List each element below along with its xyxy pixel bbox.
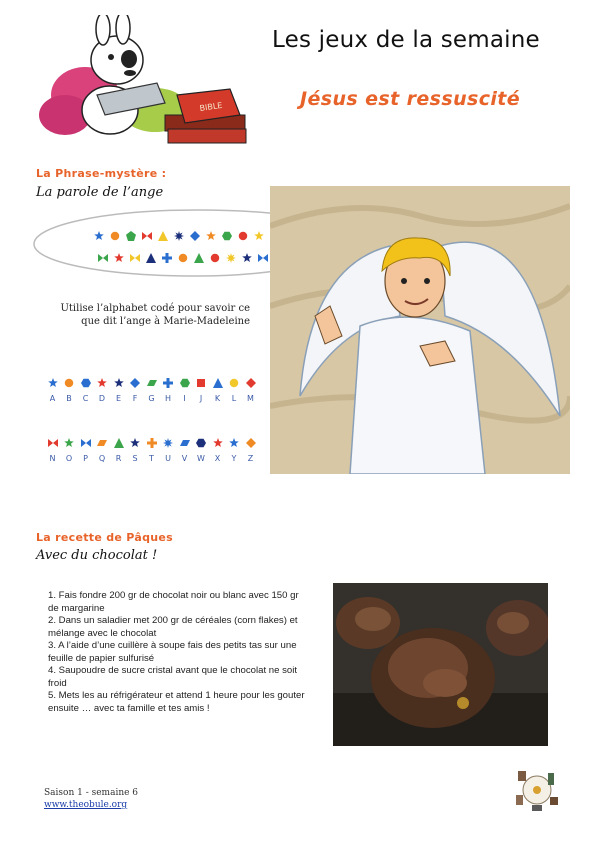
alphabet-cell-z (242, 438, 259, 463)
alphabet-letter: O (65, 454, 73, 463)
alphabet-cell-e (110, 378, 127, 403)
circle-icon (238, 226, 248, 245)
star-icon (44, 378, 61, 388)
dog-reading-bible-illustration (25, 15, 255, 155)
alphabet-cell-d (94, 378, 111, 403)
theobule-logo (512, 765, 562, 815)
alphabet-cell-y (226, 438, 243, 463)
alphabet-letter: W (197, 454, 205, 463)
bowtie-icon (142, 226, 152, 245)
alphabet-letter: B (66, 394, 72, 403)
recipe-steps (48, 590, 308, 715)
cross-icon (160, 378, 177, 388)
circle-icon (61, 378, 78, 388)
puzzle-section-label: La Phrase-mystère : (36, 167, 167, 180)
bowtie-icon (44, 438, 61, 448)
triangle-icon (209, 378, 226, 388)
recipe-step: 3. A l’aide d’une cuillère à soupe fais des petits tas sur une feuille de papier sulfurisé (48, 640, 297, 664)
star-icon (114, 248, 124, 267)
triangle-icon (194, 248, 204, 267)
alphabet-cell-v (176, 438, 193, 463)
alphabet-letter: N (49, 454, 56, 463)
alphabet-letter: Y (231, 454, 237, 463)
hexagon-icon (77, 378, 94, 388)
alphabet-cell-i (176, 378, 193, 403)
circle-icon (210, 248, 220, 267)
alphabet-cell-b (61, 378, 78, 403)
footer (44, 787, 138, 811)
alphabet-letter: K (214, 394, 221, 403)
alphabet-cell-o (61, 438, 78, 463)
recipe-step: 5. Mets les au réfrigérateur et attend 1 heure pour les gouter ensuite … avec ta famille et tes amis ! (48, 690, 305, 714)
alphabet-cell-x (209, 438, 226, 463)
alphabet-letter: P (83, 454, 88, 463)
recipe-step: 2. Dans un saladier met 200 gr de céréales (corn flakes) et mélange avec le chocolat (48, 615, 298, 639)
hexagon-icon (176, 378, 193, 388)
diamond-icon (242, 378, 259, 388)
bowtie-icon (98, 248, 108, 267)
alphabet-letter: A (49, 394, 56, 403)
alphabet-cell-f (127, 378, 144, 403)
svg-text:BIBLE: BIBLE (199, 100, 223, 113)
star-icon (226, 438, 243, 448)
hexagon-icon (222, 226, 232, 245)
code-line-1 (94, 226, 286, 245)
star-icon (127, 438, 144, 448)
star-icon (254, 226, 264, 245)
cross-icon (143, 438, 160, 448)
star-icon (94, 378, 111, 388)
alphabet-cell-w (193, 438, 210, 463)
pentagon-icon (126, 226, 136, 245)
code-line-2 (98, 248, 274, 267)
hexagon-icon (193, 438, 210, 448)
alphabet-cell-r (110, 438, 127, 463)
alphabet-cell-t (143, 438, 160, 463)
circle-icon (226, 378, 243, 388)
star-icon (209, 438, 226, 448)
recipe-step: 4. Saupoudre de sucre cristal avant que le chocolat ne soit froid (48, 665, 298, 689)
recipe-section-heading: Avec du chocolat ! (36, 548, 158, 563)
starburst-icon (160, 438, 177, 448)
alphabet-letter: S (132, 454, 138, 463)
alphabet-letter: F (132, 394, 138, 403)
page-title: Les jeux de la semaine (272, 27, 540, 53)
starburst-icon (174, 226, 184, 245)
alphabet-letter: H (164, 394, 171, 403)
alphabet-cell-s (127, 438, 144, 463)
square-icon (193, 378, 210, 388)
star-icon (94, 226, 104, 245)
season-label: Saison 1 - semaine 6 (44, 788, 139, 798)
alphabet-letter: Z (247, 454, 254, 463)
alphabet-letter: L (231, 394, 237, 403)
alphabet-cell-u (160, 438, 177, 463)
alphabet-cell-c (77, 378, 94, 403)
starburst-icon (226, 248, 236, 267)
alphabet-letter: E (115, 394, 122, 403)
puzzle-instruction: Utilise l’alphabet codé pour savoir ce que dit l’ange à Marie-Madeleine (60, 303, 250, 327)
circle-icon (178, 248, 188, 267)
diamond-icon (127, 378, 144, 388)
cross-icon (162, 248, 172, 267)
star-icon (61, 438, 78, 448)
alphabet-letter: M (247, 394, 254, 403)
alphabet-row-2 (44, 438, 259, 468)
alphabet-letter: U (165, 454, 171, 463)
bowtie-icon (258, 248, 268, 267)
alphabet-letter: C (82, 394, 89, 403)
diamond-icon (190, 226, 200, 245)
bowtie-icon (77, 438, 94, 448)
recipe-step: 1. Fais fondre 200 gr de chocolat noir ou blanc avec 150 gr de margarine (48, 590, 299, 614)
alphabet-cell-l (226, 378, 243, 403)
alphabet-letter: V (181, 454, 188, 463)
website-link[interactable]: www.theobule.org (44, 800, 128, 810)
page-subtitle: Jésus est ressuscité (300, 88, 521, 110)
puzzle-section-heading: La parole de l’ange (36, 185, 164, 200)
alphabet-letter: G (148, 394, 155, 403)
alphabet-cell-h (160, 378, 177, 403)
diamond-icon (242, 438, 259, 448)
alphabet-cell-j (193, 378, 210, 403)
star-icon (206, 226, 216, 245)
alphabet-cell-m (242, 378, 259, 403)
alphabet-cell-p (77, 438, 94, 463)
alphabet-letter: Q (98, 454, 106, 463)
alphabet-letter: T (149, 454, 154, 463)
alphabet-cell-k (209, 378, 226, 403)
alphabet-letter: I (183, 394, 186, 403)
chocolate-cornflakes-photo (333, 583, 548, 746)
alphabet-letter: J (199, 394, 203, 403)
alphabet-cell-n (44, 438, 61, 463)
alphabet-cell-g (143, 378, 160, 403)
triangle-icon (110, 438, 127, 448)
triangle-icon (146, 248, 156, 267)
alphabet-letter: X (214, 454, 221, 463)
star-icon (110, 378, 127, 388)
alphabet-letter: R (115, 454, 122, 463)
parallelogram-icon (176, 438, 193, 448)
parallelogram-icon (94, 438, 111, 448)
bowtie-icon (130, 248, 140, 267)
parallelogram-icon (143, 378, 160, 388)
alphabet-letter: D (98, 394, 106, 403)
recipe-section-label: La recette de Pâques (36, 531, 174, 544)
star-icon (242, 248, 252, 267)
alphabet-cell-a (44, 378, 61, 403)
triangle-icon (158, 226, 168, 245)
alphabet-cell-q (94, 438, 111, 463)
alphabet-row-1 (44, 378, 259, 408)
angel-illustration (270, 186, 570, 474)
circle-icon (110, 226, 120, 245)
